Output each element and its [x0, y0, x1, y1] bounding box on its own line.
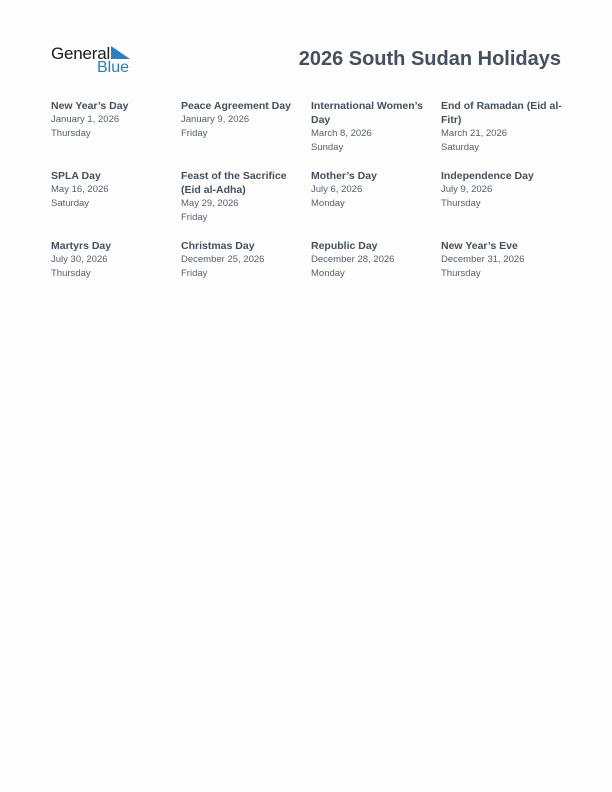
holiday-date: July 6, 2026 — [311, 184, 363, 195]
holiday-date: March 8, 2026 — [311, 128, 372, 139]
holiday-weekday: Monday — [311, 268, 345, 279]
holiday-weekday: Thursday — [441, 198, 481, 209]
holiday-weekday: Saturday — [441, 142, 480, 153]
holiday-weekday: Thursday — [441, 268, 481, 279]
holiday-name: Christmas Day — [181, 240, 255, 252]
holiday-date: May 29, 2026 — [181, 198, 239, 209]
holiday-weekday: Saturday — [51, 198, 90, 209]
logo-triangle-icon — [111, 46, 130, 59]
holiday-name: Republic Day — [311, 240, 378, 252]
holiday-date: July 9, 2026 — [441, 184, 493, 195]
holiday-weekday: Friday — [181, 128, 208, 139]
holiday-date: December 31, 2026 — [441, 254, 525, 265]
holiday-name: End of Ramadan (Eid al-Fitr) — [441, 100, 562, 126]
holiday-item — [311, 238, 441, 308]
holiday-weekday: Thursday — [51, 268, 91, 279]
holiday-grid — [51, 98, 571, 308]
holiday-item — [181, 238, 311, 308]
holiday-item — [51, 98, 181, 168]
logo-word-general: General — [51, 44, 111, 63]
holiday-item — [311, 168, 441, 238]
holiday-item — [441, 168, 571, 238]
holiday-name: Peace Agreement Day — [181, 100, 291, 112]
holiday-date: July 30, 2026 — [51, 254, 108, 265]
holiday-item — [311, 98, 441, 168]
holiday-date: January 1, 2026 — [51, 114, 120, 125]
page-title: 2026 South Sudan Holidays — [298, 48, 561, 70]
holiday-item — [181, 168, 311, 238]
holiday-item — [441, 98, 571, 168]
brand-logo — [51, 44, 141, 78]
holiday-name: Independence Day — [441, 170, 534, 182]
holiday-weekday: Friday — [181, 212, 208, 223]
holiday-item — [51, 238, 181, 308]
holiday-weekday: Friday — [181, 268, 208, 279]
holiday-date: May 16, 2026 — [51, 184, 109, 195]
logo-word-blue: Blue — [97, 59, 130, 76]
holiday-weekday: Monday — [311, 198, 345, 209]
holiday-item — [181, 98, 311, 168]
holiday-date: January 9, 2026 — [181, 114, 250, 125]
holiday-date: March 21, 2026 — [441, 128, 508, 139]
holiday-name: Martyrs Day — [51, 240, 112, 252]
holiday-name: Mother’s Day — [311, 170, 377, 182]
holiday-name: Feast of the Sacrifice (Eid al-Adha) — [181, 170, 287, 196]
holiday-name: New Year’s Day — [51, 100, 129, 112]
holiday-weekday: Thursday — [51, 128, 91, 139]
holiday-name: SPLA Day — [51, 170, 101, 182]
holiday-date: December 28, 2026 — [311, 254, 395, 265]
holiday-date: December 25, 2026 — [181, 254, 265, 265]
holiday-weekday: Sunday — [311, 142, 344, 153]
holiday-item — [441, 238, 571, 308]
holiday-item — [51, 168, 181, 238]
holiday-name: New Year’s Eve — [441, 240, 518, 252]
holiday-name: International Women’s Day — [311, 100, 424, 126]
